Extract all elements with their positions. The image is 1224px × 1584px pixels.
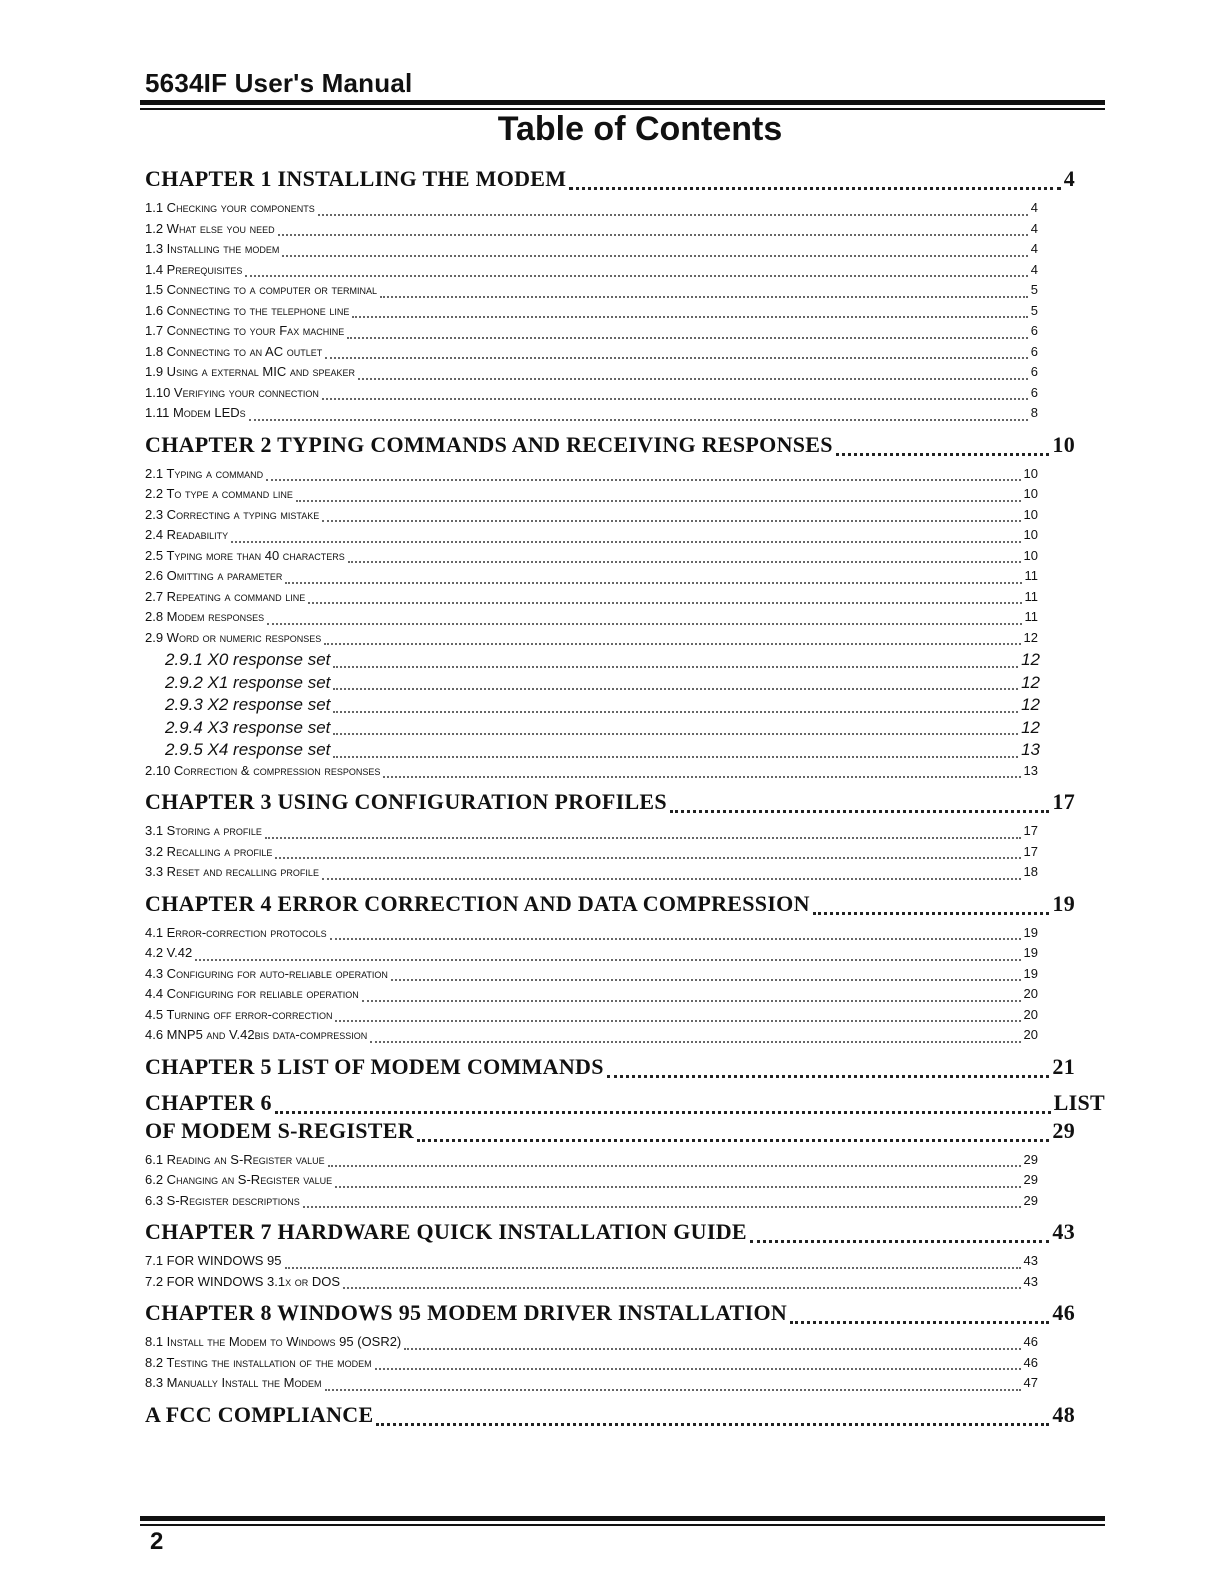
entry-page-number: 4 <box>1030 241 1038 256</box>
entry-label: 4.2 V.42 <box>145 945 193 960</box>
dot-leader <box>328 1165 1021 1167</box>
entry-label: 1.1 Checking your components <box>145 200 315 215</box>
section-entry[interactable] <box>145 221 1038 242</box>
entry-page-number: 19 <box>1023 965 1038 981</box>
dot-leader <box>285 1267 1021 1269</box>
entry-page-number: 19 <box>1023 924 1038 940</box>
entry-label: 2.9.2 X1 response set <box>165 672 331 692</box>
dot-leader <box>813 912 1050 915</box>
entry-page-number: 11 <box>1024 588 1038 604</box>
section-entry[interactable] <box>145 1334 1038 1355</box>
entry-page-number: 6 <box>1030 364 1038 379</box>
entry-label: 6.3 S-Register descriptions <box>145 1192 300 1208</box>
dot-leader <box>325 357 1028 359</box>
entry-label: 8.1 Install the Modem to Windows 95 (OSR2) <box>145 1334 402 1349</box>
section-entry[interactable] <box>145 323 1038 344</box>
entry-label: 3.2 Recalling a profile <box>145 843 273 859</box>
entry-label: 1.5 Connecting to a computer or terminal <box>145 282 377 297</box>
section-entry[interactable] <box>145 466 1038 487</box>
entry-label: 1.10 Verifying your connection <box>145 384 319 400</box>
entry-label: 2.9.5 X4 response set <box>165 740 331 759</box>
entry-label: CHAPTER 1 INSTALLING THE MODEM <box>145 166 567 191</box>
dot-leader <box>380 296 1028 298</box>
dot-leader <box>358 378 1028 380</box>
entry-page-number: 29 <box>1052 1117 1075 1143</box>
section-entry[interactable] <box>145 1375 1038 1396</box>
section-entry[interactable] <box>145 200 1038 221</box>
entry-page-number: 46 <box>1052 1300 1075 1325</box>
entry-label: 1.2 What else you need <box>145 220 275 236</box>
dot-leader <box>318 214 1028 216</box>
entry-label: 1.7 Connecting to your Fax machine <box>145 323 345 338</box>
chapter-entry[interactable] <box>145 891 1075 921</box>
section-entry[interactable] <box>145 925 1038 946</box>
entry-page-number: 11 <box>1024 609 1038 624</box>
section-entry[interactable] <box>145 630 1038 651</box>
section-entry[interactable] <box>145 507 1038 528</box>
dot-leader <box>348 561 1021 563</box>
dot-leader <box>249 419 1028 421</box>
subsection-entry[interactable] <box>145 718 1040 741</box>
entry-label: 4.4 Configuring for reliable operation <box>145 986 359 1001</box>
entry-label: 6.1 Reading an S-Register value <box>145 1151 325 1167</box>
entry-page-number: 4 <box>1030 261 1038 277</box>
dot-leader <box>333 688 1018 690</box>
dot-leader <box>335 1020 1020 1022</box>
entry-label: 1.9 Using a external MIC and speaker <box>145 364 355 379</box>
section-entry[interactable] <box>145 589 1038 610</box>
entry-page-number: 12 <box>1021 650 1040 669</box>
entry-label: CHAPTER 5 LIST OF MODEM COMMANDS <box>145 1053 604 1079</box>
dot-leader <box>275 857 1020 859</box>
entry-label: 2.10 Correction & compression responses <box>145 762 381 778</box>
entry-label: 4.1 Error-correction protocols <box>145 924 327 940</box>
entry-page-number: 19 <box>1052 890 1075 916</box>
entry-label: 4.6 MNP5 and V.42bis data-compression <box>145 1027 368 1042</box>
entry-page-number: 43 <box>1023 1273 1038 1289</box>
dot-leader <box>347 337 1027 339</box>
entry-page-number: 20 <box>1023 1006 1038 1022</box>
entry-page-number: 6 <box>1030 384 1038 400</box>
entry-label: 4.3 Configuring for auto-reliable operation <box>145 965 388 981</box>
section-entry[interactable] <box>145 1193 1038 1214</box>
entry-page-number: 5 <box>1030 302 1038 318</box>
dot-leader <box>417 1139 1049 1142</box>
section-entry[interactable] <box>145 864 1038 885</box>
entry-page-number: 29 <box>1023 1151 1038 1167</box>
section-entry[interactable] <box>145 1172 1038 1193</box>
entry-page-number: 6 <box>1030 343 1038 359</box>
dot-leader <box>376 1423 1049 1426</box>
section-entry[interactable] <box>145 1152 1038 1173</box>
running-header: 5634IF User's Manual <box>145 68 413 98</box>
dot-leader <box>245 275 1027 277</box>
section-entry[interactable] <box>145 241 1038 262</box>
entry-label: CHAPTER 4 ERROR CORRECTION AND DATA COMPRESSION <box>145 890 810 916</box>
entry-page-number: 43 <box>1023 1253 1038 1268</box>
chapter-entry[interactable] <box>145 1054 1075 1084</box>
section-entry[interactable] <box>145 763 1038 784</box>
entry-page-number: 4 <box>1030 220 1038 236</box>
section-entry[interactable] <box>145 262 1038 283</box>
dot-leader <box>282 255 1027 257</box>
entry-label: CHAPTER 6 <box>145 1089 272 1115</box>
entry-label: 2.6 Omitting a parameter <box>145 568 283 583</box>
section-entry[interactable] <box>145 986 1038 1007</box>
dot-leader <box>330 938 1021 940</box>
subsection-entry[interactable] <box>145 650 1040 673</box>
entry-label: 1.3 Installing the modem <box>145 241 280 256</box>
entry-label: 1.8 Connecting to an AC outlet <box>145 343 323 359</box>
entry-label: 2.9.3 X2 response set <box>165 695 331 714</box>
entry-label: CHAPTER 8 WINDOWS 95 MODEM DRIVER INSTALLATION <box>145 1300 788 1325</box>
dot-leader <box>375 1368 1021 1370</box>
section-entry[interactable] <box>145 548 1038 569</box>
section-entry[interactable] <box>145 303 1038 324</box>
chapter-entry[interactable] <box>145 789 1075 819</box>
header-rule <box>140 100 1105 105</box>
entry-page-number: 4 <box>1030 200 1038 215</box>
entry-page-number: 43 <box>1052 1219 1075 1244</box>
entry-page-number: 17 <box>1023 823 1038 838</box>
dot-leader <box>303 1206 1021 1208</box>
entry-page-number: 12 <box>1021 672 1040 692</box>
entry-label: A FCC COMPLIANCE <box>145 1401 374 1427</box>
section-entry[interactable] <box>145 364 1038 385</box>
entry-page-number: 46 <box>1023 1334 1038 1349</box>
entry-label: 2.9.1 X0 response set <box>165 650 331 669</box>
dot-leader <box>195 959 1020 961</box>
dot-leader <box>333 666 1018 668</box>
section-entry[interactable] <box>145 823 1038 844</box>
entry-label: 3.1 Storing a profile <box>145 823 262 838</box>
dot-leader <box>383 776 1020 778</box>
chapter-entry[interactable] <box>145 432 1075 462</box>
entry-page-number: 13 <box>1021 740 1040 759</box>
entry-label: 2.2 To type a command line <box>145 486 293 501</box>
entry-page-number: 10 <box>1023 486 1038 501</box>
section-entry[interactable] <box>145 966 1038 987</box>
dot-leader <box>265 837 1021 839</box>
entry-label: 3.3 Reset and recalling profile <box>145 864 319 879</box>
chapter-entry[interactable] <box>145 1219 1075 1249</box>
section-entry[interactable] <box>145 1253 1038 1274</box>
section-entry[interactable] <box>145 527 1038 548</box>
dot-leader <box>275 1111 1051 1114</box>
entry-page-number: 8 <box>1030 405 1038 420</box>
entry-page-number: 10 <box>1023 527 1038 542</box>
entry-page-number: 11 <box>1024 568 1038 583</box>
dot-leader <box>325 1389 1021 1391</box>
entry-label: 2.9.4 X3 response set <box>165 717 331 737</box>
entry-page-number: 21 <box>1052 1053 1075 1079</box>
entry-label: 1.11 Modem LEDs <box>145 405 246 420</box>
entry-page-number: 12 <box>1021 717 1040 737</box>
entry-label: CHAPTER 2 TYPING COMMANDS AND RECEIVING RESPONSES <box>145 431 833 457</box>
entry-page-number: 20 <box>1023 1027 1038 1042</box>
footer-rule <box>140 1516 1105 1521</box>
entry-page-number: 10 <box>1052 431 1075 457</box>
chapter-entry[interactable] <box>145 1300 1075 1330</box>
chapter-entry[interactable] <box>145 1090 1105 1120</box>
entry-label: 2.9 Word or numeric responses <box>145 629 322 645</box>
subsection-entry[interactable] <box>145 695 1040 718</box>
table-of-contents <box>145 160 1105 1436</box>
page-number: 2 <box>150 1528 164 1555</box>
section-entry[interactable] <box>145 344 1038 365</box>
entry-page-number: 13 <box>1023 762 1038 778</box>
section-entry[interactable] <box>145 385 1038 406</box>
dot-leader <box>391 979 1021 981</box>
entry-label: 2.1 Typing a command <box>145 465 264 481</box>
dot-leader <box>285 582 1021 584</box>
entry-page-number: 46 <box>1023 1354 1038 1370</box>
section-entry[interactable] <box>145 1027 1038 1048</box>
dot-leader <box>278 234 1028 236</box>
entry-label: 8.2 Testing the installation of the modem <box>145 1354 372 1370</box>
entry-label: 2.5 Typing more than 40 characters <box>145 547 345 563</box>
entry-page-number: 18 <box>1023 864 1038 879</box>
entry-label: 1.6 Connecting to the telephone line <box>145 302 350 318</box>
entry-label: 4.5 Turning off error-correction <box>145 1006 333 1022</box>
entry-page-number: 10 <box>1023 465 1038 481</box>
section-entry[interactable] <box>145 1355 1038 1376</box>
dot-leader <box>343 1287 1021 1289</box>
section-entry[interactable] <box>145 405 1038 426</box>
dot-leader <box>607 1075 1050 1078</box>
dot-leader <box>333 733 1018 735</box>
section-entry[interactable] <box>145 568 1038 589</box>
dot-leader <box>790 1321 1049 1324</box>
dot-leader <box>335 1186 1020 1188</box>
entry-page-number: 29 <box>1023 1172 1038 1187</box>
dot-leader <box>370 1041 1020 1043</box>
section-entry[interactable] <box>145 1007 1038 1028</box>
entry-page-number: 12 <box>1021 695 1040 714</box>
dot-leader <box>836 453 1050 456</box>
dot-leader <box>322 520 1020 522</box>
entry-page-number: LIST <box>1053 1089 1105 1115</box>
entry-label: 2.3 Correcting a typing mistake <box>145 506 320 522</box>
chapter-entry[interactable] <box>145 1118 1075 1148</box>
dot-leader <box>333 756 1018 758</box>
entry-label: 8.3 Manually Install the Modem <box>145 1375 322 1390</box>
entry-label: CHAPTER 7 HARDWARE QUICK INSTALLATION GUIDE <box>145 1219 747 1244</box>
section-entry[interactable] <box>145 844 1038 865</box>
dot-leader <box>333 711 1018 713</box>
dot-leader <box>362 1000 1021 1002</box>
section-entry[interactable] <box>145 609 1038 630</box>
entry-page-number: 19 <box>1023 945 1038 960</box>
dot-leader <box>404 1348 1020 1350</box>
section-entry[interactable] <box>145 282 1038 303</box>
dot-leader <box>670 810 1049 813</box>
entry-page-number: 5 <box>1030 282 1038 297</box>
dot-leader <box>266 479 1020 481</box>
dot-leader <box>750 1240 1050 1243</box>
entry-label: 7.1 FOR WINDOWS 95 <box>145 1253 282 1268</box>
section-entry[interactable] <box>145 1274 1038 1295</box>
entry-page-number: 4 <box>1063 166 1075 191</box>
section-entry[interactable] <box>145 945 1038 966</box>
entry-page-number: 12 <box>1023 629 1038 645</box>
dot-leader <box>308 602 1021 604</box>
subsection-entry[interactable] <box>145 740 1040 763</box>
entry-page-number: 10 <box>1023 506 1038 522</box>
entry-label: 6.2 Changing an S-Register value <box>145 1172 333 1187</box>
entry-label: CHAPTER 3 USING CONFIGURATION PROFILES <box>145 789 667 814</box>
entry-page-number: 48 <box>1052 1401 1075 1427</box>
dot-leader <box>569 187 1060 190</box>
entry-page-number: 47 <box>1023 1375 1038 1390</box>
entry-label: 2.4 Readability <box>145 527 229 542</box>
entry-label: 7.2 FOR WINDOWS 3.1x or DOS <box>145 1273 341 1289</box>
dot-leader <box>322 878 1021 880</box>
entry-label: OF MODEM S-REGISTER <box>145 1117 414 1143</box>
dot-leader <box>324 643 1020 645</box>
chapter-entry[interactable] <box>145 1402 1075 1432</box>
page-title: Table of Contents <box>497 110 783 148</box>
subsection-entry[interactable] <box>145 673 1040 696</box>
chapter-entry[interactable] <box>145 166 1075 196</box>
entry-page-number: 17 <box>1052 789 1075 814</box>
entry-page-number: 29 <box>1023 1192 1038 1208</box>
entry-page-number: 6 <box>1030 323 1038 338</box>
entry-page-number: 20 <box>1023 986 1038 1001</box>
entry-page-number: 10 <box>1023 547 1038 563</box>
dot-leader <box>267 623 1021 625</box>
dot-leader <box>352 316 1027 318</box>
entry-label: 2.8 Modem responses <box>145 609 265 624</box>
dot-leader <box>296 500 1021 502</box>
dot-leader <box>322 398 1028 400</box>
footer-rule-thin <box>140 1524 1105 1526</box>
entry-label: 2.7 Repeating a command line <box>145 588 306 604</box>
entry-label: 1.4 Prerequisites <box>145 261 243 277</box>
dot-leader <box>231 541 1020 543</box>
section-entry[interactable] <box>145 486 1038 507</box>
entry-page-number: 17 <box>1023 843 1038 859</box>
